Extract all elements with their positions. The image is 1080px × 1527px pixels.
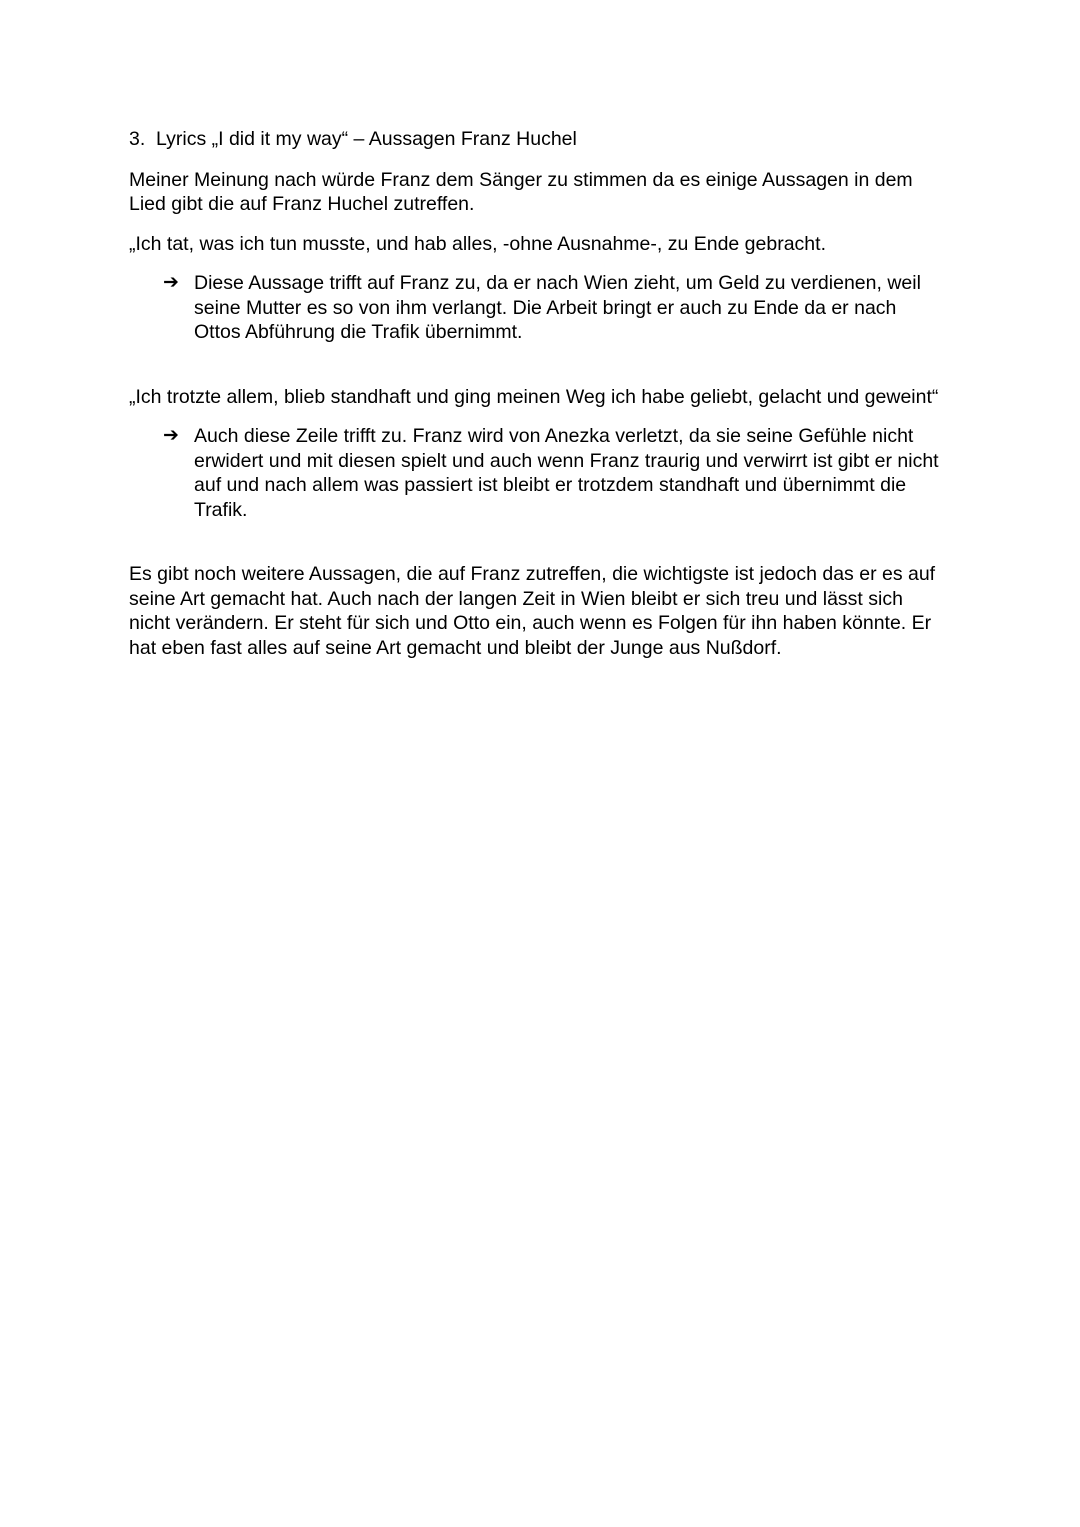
- document-body: [129, 127, 944, 675]
- bullet-text-1: Diese Aussage trifft auf Franz zu, da er nach Wien zieht, um Geld zu verdienen, weil seine Mutter es so von ihm verlangt. Die Arbeit bringt er auch zu Ende da er nach Ottos Abführung die Trafik übernimmt.: [194, 272, 921, 343]
- spacer: [129, 345, 944, 385]
- section-number: 3.: [129, 128, 146, 150]
- conclusion-paragraph: Es gibt noch weitere Aussagen, die auf Franz zutreffen, die wichtigste ist jedoch das er es auf seine Art gemacht hat. Auch nach der langen Zeit in Wien bleibt er sich treu und lässt sich nicht verändern. Er steht für sich und Otto ein, auch wenn es Folgen für ihn haben könnte. Er hat eben fast alles auf seine Art gemacht und bleibt der Junge aus Nußdorf.: [129, 563, 936, 659]
- intro-paragraph: Meiner Meinung nach würde Franz dem Sänger zu stimmen da es einige Aussagen in dem Lied gibt die auf Franz Huchel zutreffen.: [129, 168, 913, 215]
- bullet-text-2: Auch diese Zeile trifft zu. Franz wird von Anezka verletzt, da sie seine Gefühle nicht erwidert und mit diesen spielt und auch wenn Franz traurig und verwirrt ist gibt er nicht auf und nach allem was passiert ist bleibt er trotzdem standhaft und übernimmt die Trafik.: [194, 425, 939, 521]
- arrow-right-icon: ➔: [163, 272, 179, 293]
- spacer: [129, 522, 944, 562]
- bullet-item-2: [163, 424, 944, 522]
- arrow-right-icon: ➔: [163, 425, 179, 446]
- lyrics-quote-2: „Ich trotzte allem, blieb standhaft und ging meinen Weg ich habe geliebt, gelacht und geweint“: [129, 385, 939, 408]
- section-heading: [129, 127, 944, 152]
- lyrics-quote-1: „Ich tat, was ich tun musste, und hab alles, -ohne Ausnahme-, zu Ende gebracht.: [129, 232, 826, 255]
- bullet-item-1: [163, 271, 944, 345]
- section-title: Lyrics „I did it my way“ – Aussagen Franz Huchel: [156, 128, 577, 150]
